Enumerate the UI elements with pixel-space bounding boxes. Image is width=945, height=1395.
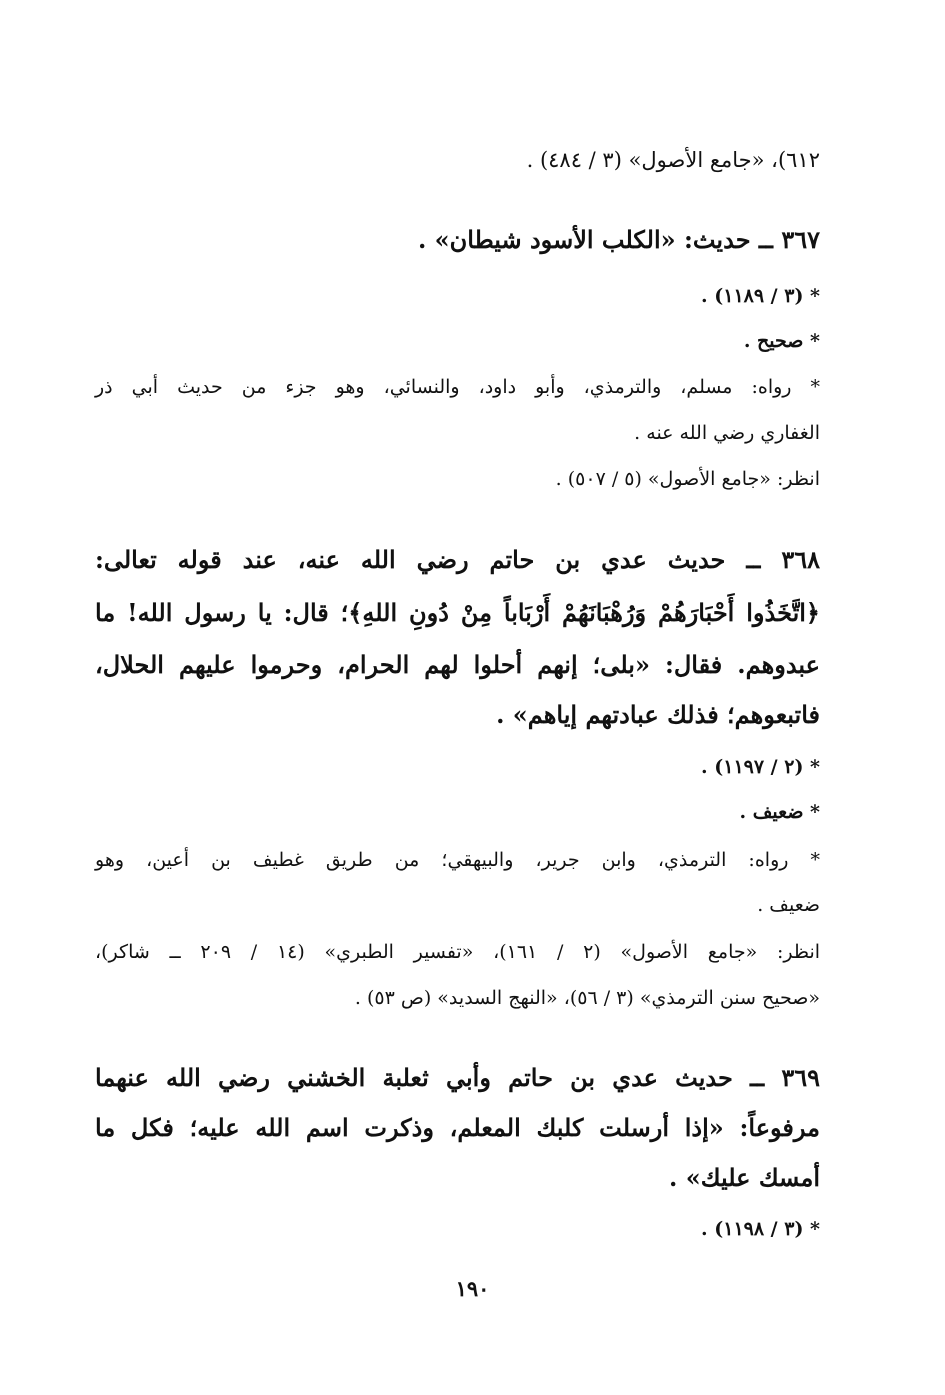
hadith-368-see-also-line-1: انظر: «جامع الأصول» (٢ / ١٦١)، «تفسير الطبري» (١٤ / ٢٠٩ ــ شاكر)، <box>95 941 821 963</box>
document-page <box>95 0 820 1395</box>
hadith-368-narration-line-1: * رواه: الترمذي، وابن جرير، والبيهقي؛ من طريق غطيف بن أعين، وهو <box>95 849 820 871</box>
hadith-367-reference: * (٣ / ١١٨٩) . <box>701 285 820 307</box>
hadith-369-heading-line-2: مرفوعاً: «إذا أرسلت كلبك المعلم، وذكرت اسم الله عليه؛ فكل ما <box>95 1113 820 1142</box>
hadith-369-reference: * (٣ / ١١٩٨) . <box>701 1218 820 1240</box>
hadith-368-heading-line-3: عبدوهم. فقال: «بلى؛ إنهم أحلوا لهم الحرام، وحرموا عليهم الحلال، <box>95 650 820 679</box>
hadith-368-grade: * ضعيف . <box>739 801 820 823</box>
hadith-367-grade: * صحيح . <box>743 330 820 352</box>
hadith-368-reference: * (٢ / ١١٩٧) . <box>701 756 820 778</box>
hadith-367-narration-line-1: * رواه: مسلم، والترمذي، وأبو داود، والنسائي، وهو جزء من حديث أبي ذر <box>95 376 820 398</box>
hadith-368-narration-line-2: ضعيف . <box>757 894 820 916</box>
hadith-368-heading-line-1: ٣٦٨ ــ حديث عدي بن حاتم رضي الله عنه، عند قوله تعالى: <box>95 545 820 574</box>
page-number: ١٩٠ <box>455 1276 490 1301</box>
hadith-368-heading-line-2: ﴿اتَّخَذُوا أَحْبَارَهُمْ وَرُهْبَانَهُمْ أَرْبَاباً مِنْ دُونِ اللهِ﴾؛ قال: يا رسول الله! ما <box>95 598 820 627</box>
hadith-367-narration-line-2: الغفاري رضي الله عنه . <box>634 422 820 444</box>
hadith-369-heading-line-3: أمسك عليك» . <box>669 1163 820 1192</box>
hadith-367-see-also: انظر: «جامع الأصول» (٥ / ٥٠٧) . <box>555 468 820 490</box>
hadith-369-heading-line-1: ٣٦٩ ــ حديث عدي بن حاتم وأبي ثعلبة الخشني رضي الله عنهما <box>95 1063 820 1092</box>
hadith-367-heading: ٣٦٧ ــ حديث: «الكلب الأسود شيطان» . <box>417 225 820 254</box>
continuation-line: ٦١٢)، «جامع الأصول» (٣ / ٤٨٤) . <box>526 148 820 172</box>
hadith-368-heading-line-4: فاتبعوهم؛ فذلك عبادتهم إياهم» . <box>496 700 820 729</box>
hadith-368-see-also-line-2: «صحيح سنن الترمذي» (٣ / ٥٦)، «النهج السديد» (ص ٥٣) . <box>354 987 820 1009</box>
